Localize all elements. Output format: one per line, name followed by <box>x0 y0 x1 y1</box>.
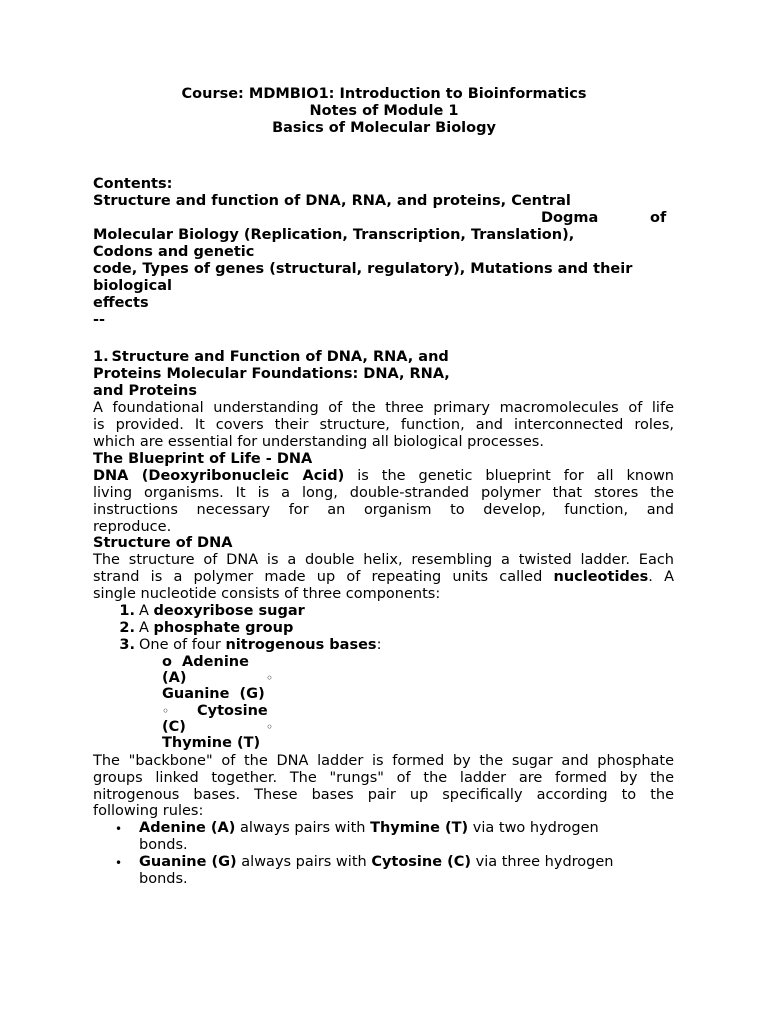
base-adenine: o Adenine <box>162 654 249 670</box>
contents-separator: -- <box>93 312 106 328</box>
contents-line: Codons and genetic <box>93 244 255 260</box>
rule-item <box>139 854 614 871</box>
structure-text: strand is a polymer made up of repeating units called <box>93 569 554 585</box>
list-item-term: nitrogenous bases <box>225 637 377 653</box>
rule-text: via three hydrogen <box>471 854 614 870</box>
dna-paragraph-line: reproduce. <box>93 519 172 535</box>
list-number: 2. <box>119 620 135 636</box>
list-item-text: : <box>376 637 382 653</box>
list-number: 1. <box>119 603 135 619</box>
list-item <box>139 620 293 637</box>
contents-dogma: Dogma <box>541 210 599 226</box>
base-cytosine: Cytosine <box>197 703 268 719</box>
structure-paragraph-line <box>93 569 674 586</box>
section-heading: and Proteins <box>93 383 197 399</box>
backbone-paragraph-line: The "backbone" of the DNA ladder is formed by the sugar and phosphate <box>93 753 674 769</box>
structure-paragraph-line: single nucleotide consists of three components: <box>93 586 441 602</box>
list-item-text: One of four <box>139 637 226 653</box>
dna-paragraph-line <box>93 468 674 485</box>
structure-text: . A <box>648 569 675 585</box>
subheading-structure: Structure of DNA <box>93 535 233 551</box>
base-thymine: Thymine (T) <box>162 735 261 751</box>
rule-item-continuation: bonds. <box>139 871 188 887</box>
list-item <box>139 603 305 620</box>
intro-paragraph-line: is provided. It covers their structure, function, and interconnected roles, <box>93 417 674 433</box>
list-item-text: A <box>139 620 154 636</box>
rule-term: Guanine (G) <box>139 854 237 870</box>
contents-line: Molecular Biology (Replication, Transcription, Translation), <box>93 227 575 243</box>
sub-bullet-icon: ◦ <box>266 671 274 685</box>
rule-term: Cytosine (C) <box>371 854 471 870</box>
list-item-term: deoxyribose sugar <box>153 603 305 619</box>
rule-term: Thymine (T) <box>370 820 469 836</box>
rule-text: via two hydrogen <box>468 820 599 836</box>
section-heading: 1. Structure and Function of DNA, RNA, and <box>93 349 449 365</box>
backbone-paragraph-line: nitrogenous bases. These bases pair up specifically according to the <box>93 787 674 803</box>
intro-paragraph-line: which are essential for understanding all biological processes. <box>93 434 544 450</box>
list-item-term: phosphate group <box>153 620 294 636</box>
list-item-text: A <box>139 603 154 619</box>
base-adenine-abbrev: (A) <box>162 670 187 686</box>
contents-line: code, Types of genes (structural, regulatory), Mutations and their <box>93 261 633 277</box>
list-item <box>139 637 381 654</box>
bullet-icon: • <box>115 856 123 870</box>
section-heading: Proteins Molecular Foundations: DNA, RNA, <box>93 366 450 382</box>
contents-line: Structure and function of DNA, RNA, and proteins, Central <box>93 193 571 209</box>
module-notes-title: Notes of Module 1 <box>309 103 459 119</box>
contents-of: of <box>650 210 667 226</box>
dna-paragraph-line: instructions necessary for an organism to develop, function, and <box>93 502 674 518</box>
base-cytosine-abbrev: (C) <box>162 719 186 735</box>
structure-paragraph-line: The structure of DNA is a double helix, resembling a twisted ladder. Each <box>93 552 674 568</box>
backbone-paragraph-line: following rules: <box>93 803 204 819</box>
backbone-paragraph-line: groups linked together. The "rungs" of the ladder are formed by the <box>93 770 674 786</box>
module-subtitle: Basics of Molecular Biology <box>272 120 496 136</box>
nucleotides-term: nucleotides <box>553 569 649 585</box>
sub-bullet-icon: ◦ <box>162 704 170 718</box>
list-number: 3. <box>119 637 135 653</box>
contents-line: effects <box>93 295 149 311</box>
sub-bullet-icon: ◦ <box>266 720 274 734</box>
rule-term: Adenine (A) <box>139 820 236 836</box>
contents-label: Contents: <box>93 176 173 192</box>
rule-text: always pairs with <box>235 820 371 836</box>
rule-text: always pairs with <box>236 854 372 870</box>
course-title: Course: MDMBIO1: Introduction to Bioinformatics <box>181 86 587 102</box>
intro-paragraph-line: A foundational understanding of the three primary macromolecules of life <box>93 400 674 416</box>
rule-item-continuation: bonds. <box>139 837 188 853</box>
dna-text: is the genetic blueprint for all known <box>344 468 674 484</box>
dna-term: DNA (Deoxyribonucleic Acid) <box>93 468 345 484</box>
bullet-icon: • <box>115 822 123 836</box>
dna-paragraph-line: living organisms. It is a long, double-stranded polymer that stores the <box>93 485 674 501</box>
rule-item <box>139 820 599 837</box>
contents-line: biological <box>93 278 172 294</box>
base-guanine: Guanine (G) <box>162 686 265 702</box>
subheading-blueprint: The Blueprint of Life - DNA <box>93 451 313 467</box>
